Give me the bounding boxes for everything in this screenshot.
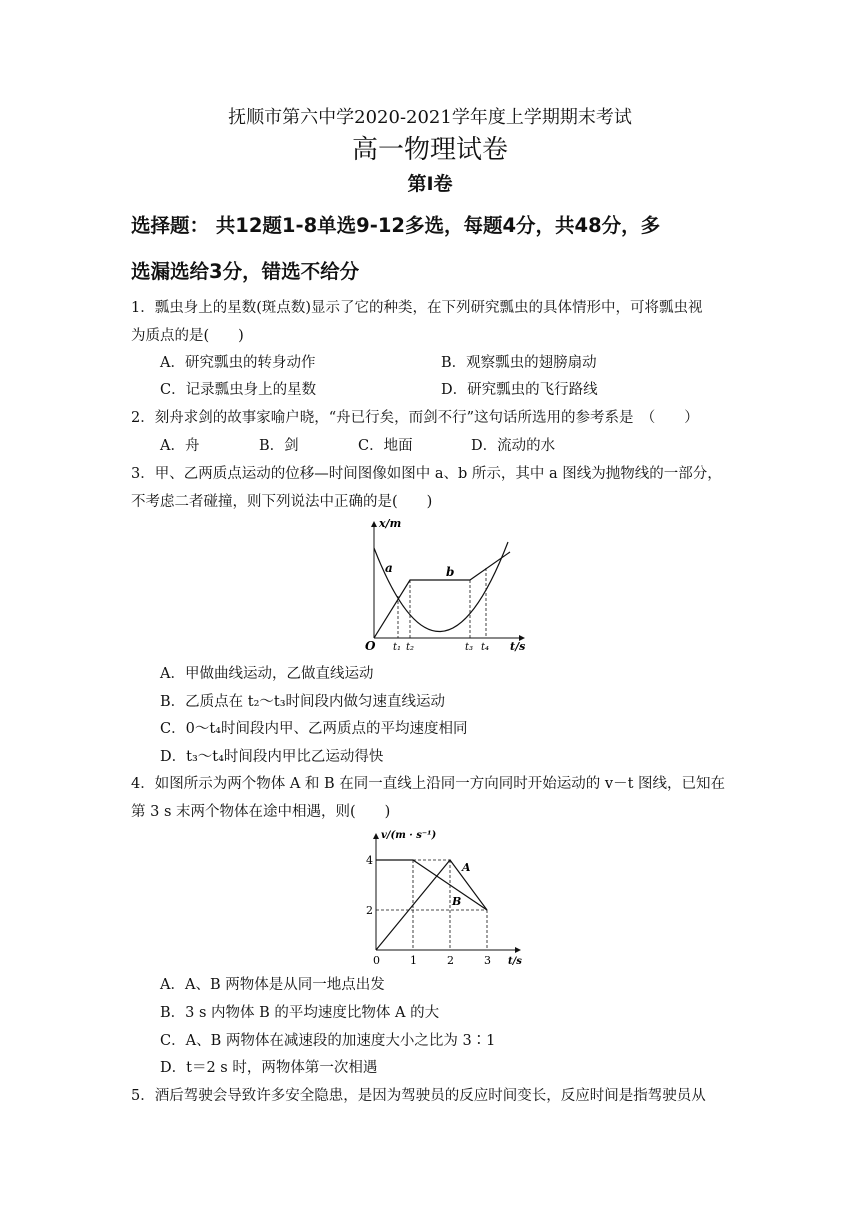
fig2-ytick-2: 2 — [366, 904, 373, 917]
volume-label: 第Ⅰ卷 — [407, 173, 453, 195]
fig1-label-a: a — [385, 561, 393, 575]
fig1-label-b: b — [446, 565, 455, 579]
line-b — [374, 552, 510, 638]
q3-stem-line2: 不考虑二者碰撞，则下列说法中正确的是( ) — [131, 494, 433, 510]
q1-option-b: B．观察瓢虫的翅膀扇动 — [441, 355, 597, 371]
q1-stem-line2: 为质点的是( ) — [131, 328, 244, 344]
figure-v-t-graph — [360, 826, 530, 968]
q1-stem-line1: 1．瓢虫身上的星数(斑点数)显示了它的种类，在下列研究瓢虫的具体情形中，可将瓢虫视 — [131, 300, 703, 316]
curve-a — [374, 542, 508, 632]
fig2-xtick-1: 1 — [410, 954, 417, 967]
q4-option-d: D．t＝2 s 时，两物体第一次相遇 — [160, 1060, 378, 1076]
q4-option-b: B．3 s 内物体 B 的平均速度比物体 A 的大 — [160, 1005, 440, 1021]
q1-option-a: A．研究瓢虫的转身动作 — [160, 355, 316, 371]
q4-stem-line2: 第 3 s 末两个物体在途中相遇，则( ) — [131, 804, 391, 820]
q1-option-d: D．研究瓢虫的飞行路线 — [441, 382, 598, 398]
fig2-origin: 0 — [373, 954, 380, 967]
q4-stem-line1: 4．如图所示为两个物体 A 和 B 在同一直线上沿同一方向同时开始运动的 v－t 图线，已知在 — [131, 776, 726, 792]
fig1-origin: O — [365, 639, 376, 653]
exam-title: 高一物理试卷 — [351, 135, 508, 165]
fig2-label-A: A — [462, 861, 471, 874]
figure-x-t-graph — [362, 516, 532, 656]
school-line: 抚顺市第六中学2020-2021学年度上学期期末考试 — [228, 107, 632, 128]
section-heading-line1: 选择题： 共12题1-8单选9-12多选，每题4分，共48分，多 — [131, 214, 661, 237]
q3-option-c: C．0～t₄时间段内甲、乙两质点的平均速度相同 — [160, 721, 468, 737]
q5-stem-line1: 5．酒后驾驶会导致许多安全隐患，是因为驾驶员的反应时间变长，反应时间是指驾驶员从 — [131, 1088, 706, 1104]
fig2-label-B: B — [452, 895, 462, 908]
fig1-t2: t₂ — [406, 642, 415, 653]
fig2-xtick-3: 3 — [484, 954, 491, 967]
q2-option-b: B．剑 — [259, 438, 299, 454]
q4-option-a: A．A、B 两物体是从同一地点出发 — [160, 977, 385, 993]
fig1-t4: t₄ — [481, 642, 490, 653]
section-heading-line2: 选漏选给3分，错选不给分 — [131, 260, 360, 283]
q2-option-a: A．舟 — [160, 438, 200, 454]
fig2-xtick-2: 2 — [447, 954, 454, 967]
q3-option-a: A．甲做曲线运动，乙做直线运动 — [160, 666, 374, 682]
q3-stem-line1: 3．甲、乙两质点运动的位移—时间图像如图中 a、b 所示，其中 a 图线为抛物线的一部分， — [131, 466, 722, 482]
fig1-t1: t₁ — [393, 642, 402, 653]
fig1-ylabel: x/m — [379, 517, 402, 530]
q3-option-d: D．t₃～t₄时间段内甲比乙运动得快 — [160, 749, 384, 765]
fig2-ytick-4: 4 — [366, 854, 373, 867]
q3-option-b: B．乙质点在 t₂～t₃时间段内做匀速直线运动 — [160, 694, 446, 710]
fig2-ylabel: v/(m · s⁻¹) — [381, 830, 437, 841]
q1-option-c: C．记录瓢虫身上的星数 — [160, 382, 317, 398]
q2-option-d: D．流动的水 — [471, 438, 556, 454]
fig1-xlabel: t/s — [510, 640, 526, 653]
q2-option-c: C．地面 — [358, 438, 413, 454]
q2-stem: 2．刻舟求剑的故事家喻户晓，“舟已行矣，而剑不行”这句话所选用的参考系是 （ ） — [131, 410, 699, 426]
fig2-xlabel: t/s — [508, 956, 522, 967]
fig1-t3: t₃ — [465, 642, 474, 653]
q4-option-c: C．A、B 两物体在减速段的加速度大小之比为 3∶1 — [160, 1033, 496, 1049]
